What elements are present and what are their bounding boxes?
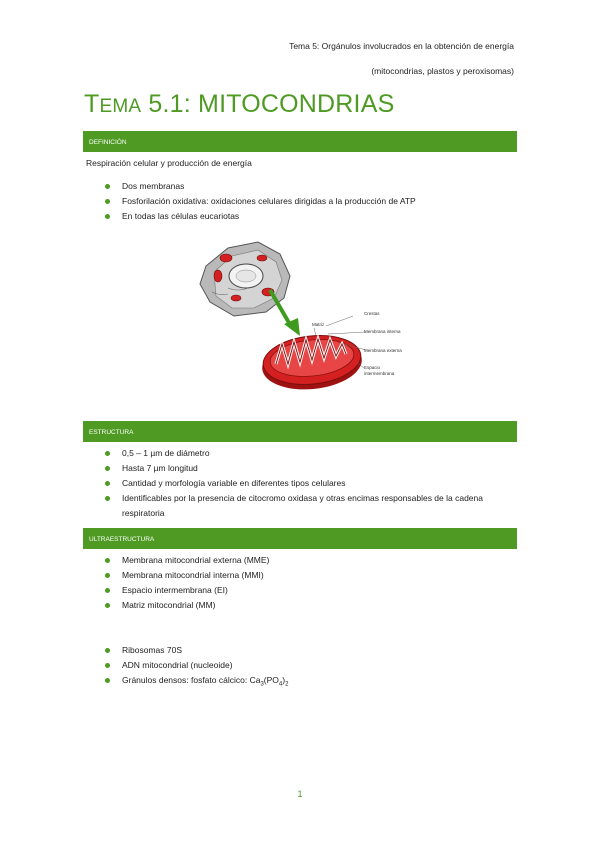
list-item: Hasta 7 µm longitud — [104, 461, 516, 476]
list-item: Identificables por la presencia de citocromo oxidasa y otras encimas responsables de la cadena respiratoria — [104, 491, 516, 521]
definicion-list — [104, 179, 516, 224]
list-item: Membrana mitocondrial interna (MMI) — [104, 568, 516, 583]
section-heading-estructura: ESTRUCTURA — [83, 421, 517, 442]
list-item: En todas las células eucariotas — [104, 209, 516, 224]
list-item: Fosforilación oxidativa: oxidaciones celulares dirigidas a la producción de ATP — [104, 194, 516, 209]
running-header-subtitle: (mitocondrias, plastos y peroxisomas) — [371, 66, 514, 76]
title-first-letter: T — [84, 90, 100, 118]
list-item: Membrana mitocondrial externa (MME) — [104, 553, 516, 568]
list-item: Matriz mitocondrial (MM) — [104, 598, 516, 613]
mitochondria-figure — [188, 236, 412, 406]
label-crestas: Crestas — [364, 311, 380, 316]
definicion-intro: Respiración celular y producción de energía — [86, 158, 252, 168]
list-item: Dos membranas — [104, 179, 516, 194]
label-matriz: Matriz — [312, 322, 325, 327]
mitochondrion-illustration — [260, 331, 365, 394]
list-item: Cantidad y morfología variable en diferentes tipos celulares — [104, 476, 516, 491]
list-item: ADN mitocondrial (nucleoide) — [104, 658, 516, 673]
label-membrana-interna: Membrana interna — [364, 329, 401, 334]
ultraestructura-list-b — [104, 643, 516, 693]
ultraestructura-list-a — [104, 553, 516, 613]
list-item: 0,5 – 1 µm de diámetro — [104, 446, 516, 461]
running-header-title: Tema 5: Orgánulos involucrados en la obtención de energía — [289, 41, 514, 51]
page-title — [84, 90, 394, 119]
title-main: 5.1: MITOCONDRIAS — [141, 90, 395, 118]
list-item: Espacio intermembrana (EI) — [104, 583, 516, 598]
list-item: Ribosomas 70S — [104, 643, 516, 658]
section-heading-ultraestructura: ULTRAESTRUCTURA — [83, 528, 517, 549]
section-heading-definicion: DEFINICIÓN — [83, 131, 517, 152]
list-item-granulos: Gránulos densos: fosfato cálcico: $Ca_3(PO_4)_2$ — [104, 673, 516, 693]
page-number: 1 — [297, 789, 303, 799]
label-intermembrana: intermembrana — [364, 371, 395, 376]
green-arrow — [270, 290, 300, 336]
estructura-list — [104, 446, 516, 521]
title-smallcaps: EMA — [99, 96, 142, 117]
label-membrana-externa: Membrana externa — [364, 348, 402, 353]
label-espacio: Espacio — [364, 365, 381, 370]
